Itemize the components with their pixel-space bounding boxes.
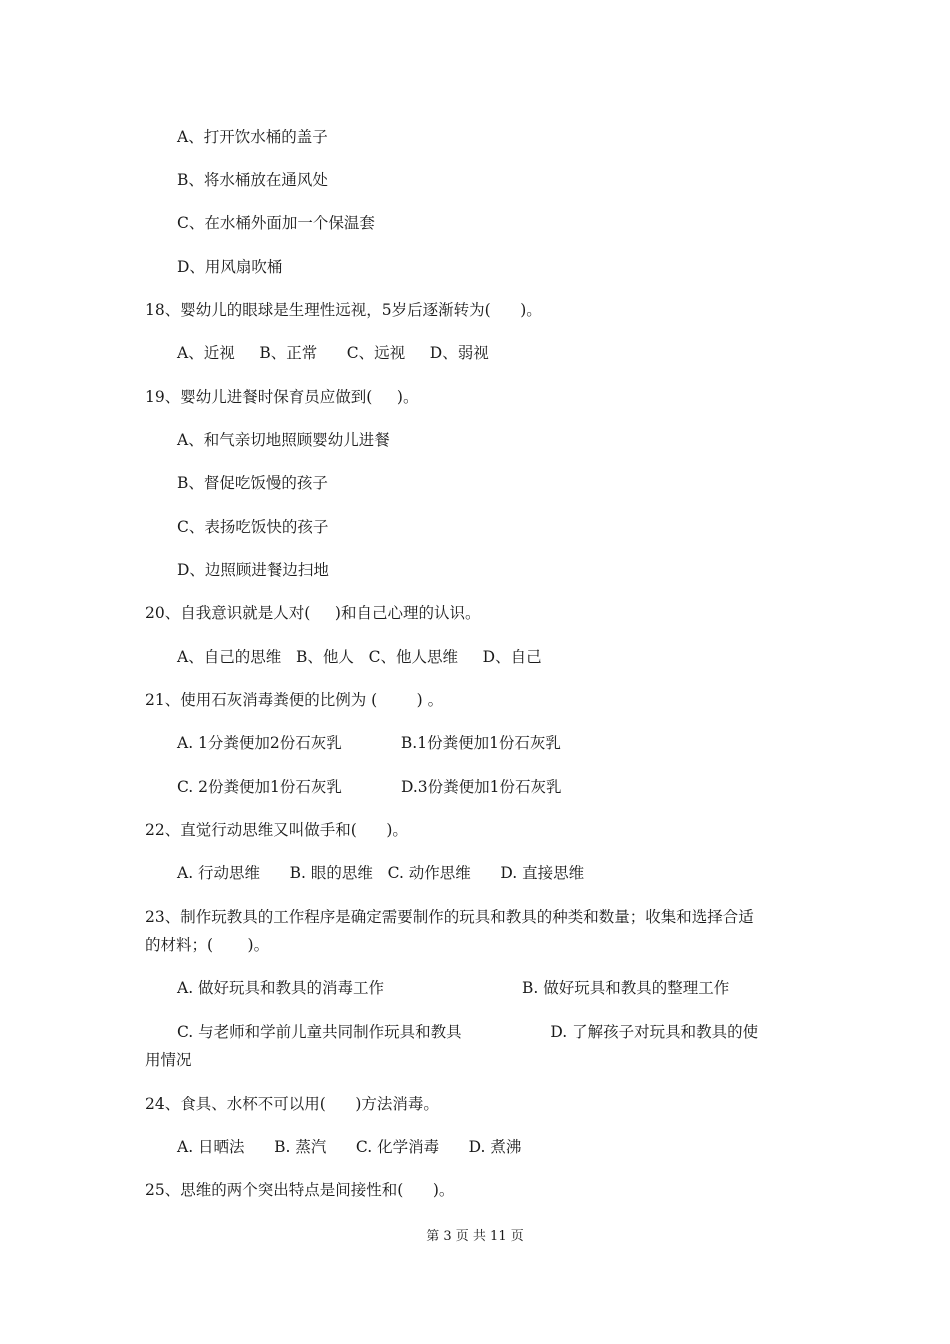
option-line: A. 做好玩具和教具的消毒工作 B. 做好玩具和教具的整理工作 (177, 979, 730, 997)
question-line: 23、制作玩教具的工作程序是确定需要制作的玩具和教具的种类和数量；收集和选择合适 (145, 908, 754, 926)
question-line: 的材料；( )。 (145, 936, 270, 954)
option-line: B、督促吃饭慢的孩子 (177, 474, 328, 492)
option-line: C、表扬吃饭快的孩子 (177, 518, 329, 536)
option-line: A、打开饮水桶的盖子 (177, 128, 328, 146)
option-line: D、边照顾进餐边扫地 (177, 561, 329, 579)
question-line: 25、思维的两个突出特点是间接性和( )。 (145, 1181, 455, 1199)
option-line: C. 与老师和学前儿童共同制作玩具和教具 D. 了解孩子对玩具和教具的使 (177, 1023, 759, 1041)
page-footer: 第 3 页 共 11 页 (426, 1229, 524, 1244)
question-line: 21、使用石灰消毒粪便的比例为 ( ) 。 (145, 691, 444, 709)
option-line: B、将水桶放在通风处 (177, 171, 328, 189)
question-line: 用情况 (145, 1051, 192, 1069)
option-line: C、在水桶外面加一个保温套 (177, 214, 375, 232)
option-line: A. 1分粪便加2份石灰乳 B.1份粪便加1份石灰乳 (177, 734, 561, 752)
option-line: A. 日晒法 B. 蒸汽 C. 化学消毒 D. 煮沸 (177, 1138, 522, 1156)
option-line: C. 2份粪便加1份石灰乳 D.3份粪便加1份石灰乳 (177, 778, 562, 796)
option-line: D、用风扇吹桶 (177, 258, 283, 276)
question-line: 24、食具、水杯不可以用( )方法消毒。 (145, 1095, 439, 1113)
question-line: 18、婴幼儿的眼球是生理性远视，5岁后逐渐转为( )。 (145, 301, 542, 319)
question-line: 20、自我意识就是人对( )和自己心理的认识。 (145, 604, 481, 622)
question-line: 19、婴幼儿进餐时保育员应做到( )。 (145, 388, 419, 406)
option-line: A、近视 B、正常 C、远视 D、弱视 (177, 344, 489, 362)
option-line: A、和气亲切地照顾婴幼儿进餐 (177, 431, 390, 449)
option-line: A. 行动思维 B. 眼的思维 C. 动作思维 D. 直接思维 (177, 864, 585, 882)
option-line: A、自己的思维 B、他人 C、他人思维 D、自己 (177, 648, 542, 666)
question-line: 22、直觉行动思维又叫做手和( )。 (145, 821, 408, 839)
